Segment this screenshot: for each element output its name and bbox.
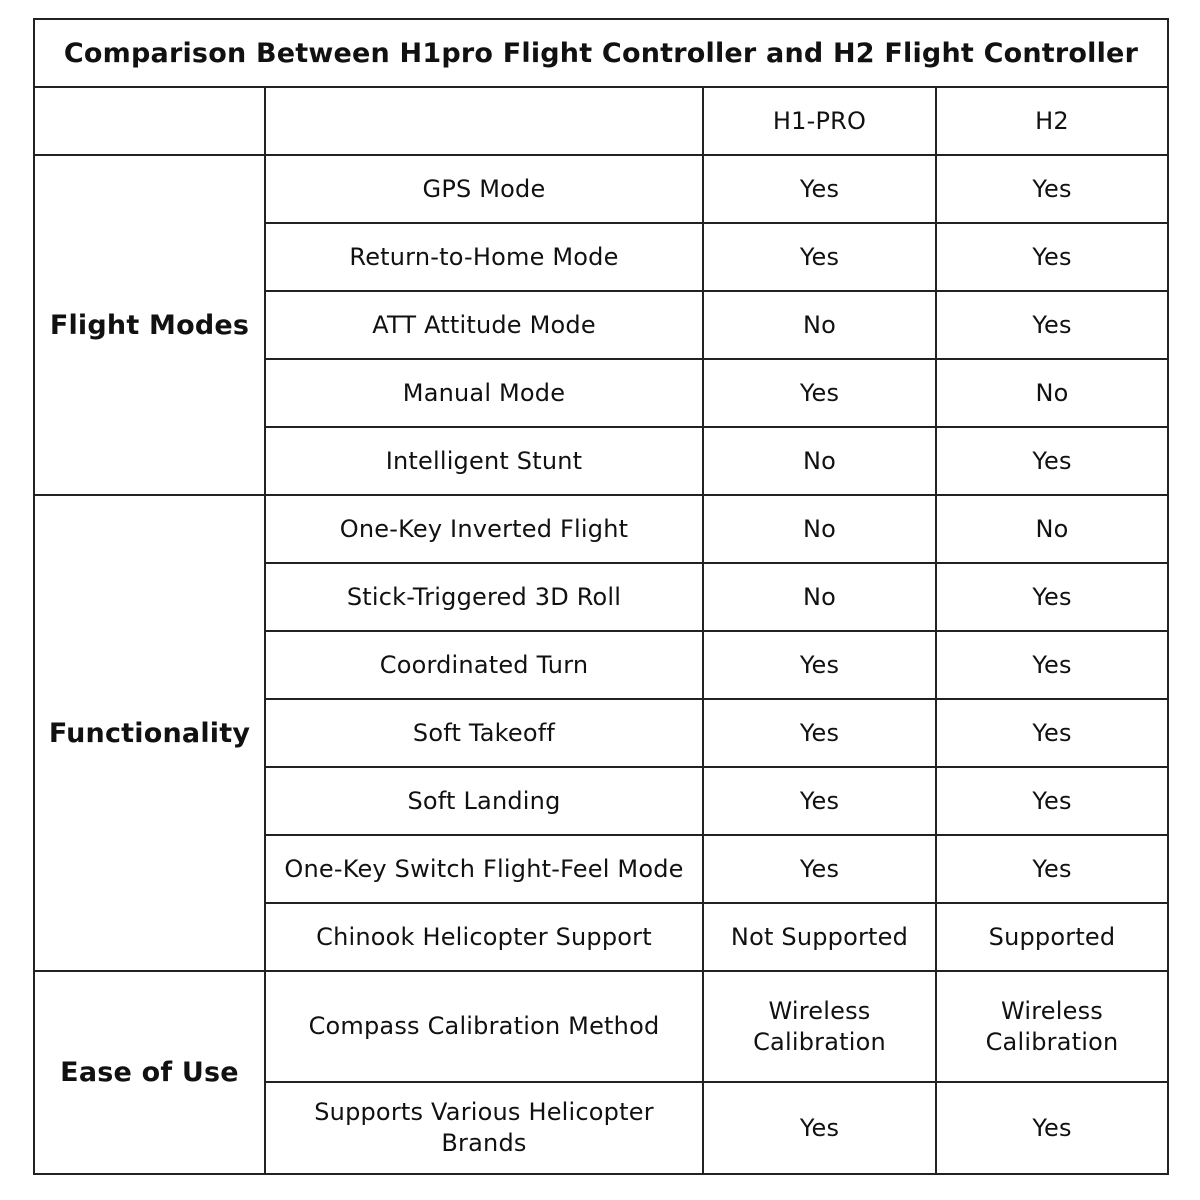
feature-cell: One-Key Switch Flight-Feel Mode: [265, 835, 703, 903]
h2-cell: No: [936, 359, 1168, 427]
h2-cell: Yes: [936, 223, 1168, 291]
feature-cell: One-Key Inverted Flight: [265, 495, 703, 563]
table-row: [34, 971, 1168, 1082]
h1pro-cell: No: [703, 563, 936, 631]
h2-cell: Supported: [936, 903, 1168, 971]
h2-cell: Yes: [936, 699, 1168, 767]
h1pro-cell: Yes: [703, 155, 936, 223]
category-ease-of-use: Ease of Use: [34, 971, 265, 1174]
h2-cell: Yes: [936, 835, 1168, 903]
feature-cell: Chinook Helicopter Support: [265, 903, 703, 971]
h2-cell: Yes: [936, 767, 1168, 835]
h1pro-cell: No: [703, 427, 936, 495]
table-row: [34, 155, 1168, 223]
h2-cell: Yes: [936, 1082, 1168, 1174]
h1pro-cell: Yes: [703, 223, 936, 291]
table-title: Comparison Between H1pro Flight Controller and H2 Flight Controller: [34, 19, 1168, 87]
feature-cell: Supports Various Helicopter Brands: [265, 1082, 703, 1174]
h1pro-cell: Wireless Calibration: [703, 971, 936, 1082]
feature-cell: ATT Attitude Mode: [265, 291, 703, 359]
header-row: [34, 87, 1168, 155]
feature-cell: Intelligent Stunt: [265, 427, 703, 495]
h1pro-cell: No: [703, 495, 936, 563]
h1pro-cell: No: [703, 291, 936, 359]
feature-cell: Compass Calibration Method: [265, 971, 703, 1082]
header-feature: [265, 87, 703, 155]
h2-cell: No: [936, 495, 1168, 563]
h1pro-cell: Yes: [703, 631, 936, 699]
feature-cell: Return-to-Home Mode: [265, 223, 703, 291]
h2-cell: Yes: [936, 563, 1168, 631]
category-functionality: Functionality: [34, 495, 265, 971]
feature-cell: GPS Mode: [265, 155, 703, 223]
feature-cell: Manual Mode: [265, 359, 703, 427]
feature-cell: Coordinated Turn: [265, 631, 703, 699]
header-h1pro: H1-PRO: [703, 87, 936, 155]
category-flight-modes: Flight Modes: [34, 155, 265, 495]
table-row: [34, 495, 1168, 563]
h1pro-cell: Not Supported: [703, 903, 936, 971]
h1pro-cell: Yes: [703, 835, 936, 903]
h1pro-cell: Yes: [703, 767, 936, 835]
header-category: [34, 87, 265, 155]
title-row: [34, 19, 1168, 87]
h2-cell: Wireless Calibration: [936, 971, 1168, 1082]
feature-cell: Soft Landing: [265, 767, 703, 835]
h1pro-cell: Yes: [703, 359, 936, 427]
header-h2: H2: [936, 87, 1168, 155]
h1pro-cell: Yes: [703, 699, 936, 767]
feature-cell: Soft Takeoff: [265, 699, 703, 767]
h2-cell: Yes: [936, 291, 1168, 359]
h2-cell: Yes: [936, 631, 1168, 699]
feature-cell: Stick-Triggered 3D Roll: [265, 563, 703, 631]
h1pro-cell: Yes: [703, 1082, 936, 1174]
h2-cell: Yes: [936, 155, 1168, 223]
h2-cell: Yes: [936, 427, 1168, 495]
comparison-table: [33, 18, 1169, 1175]
